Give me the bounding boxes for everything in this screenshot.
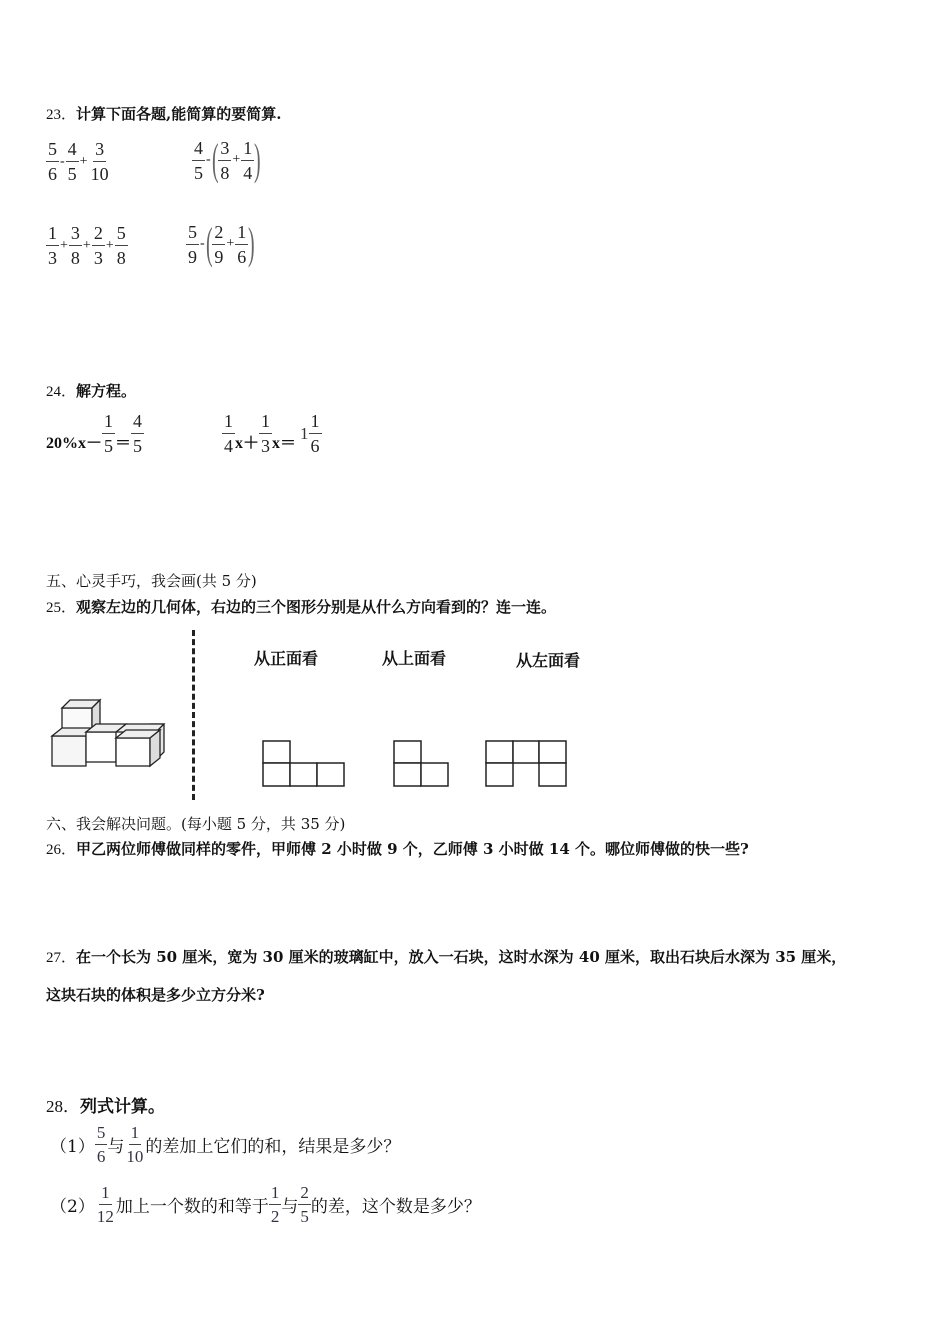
section5-title: 五、心灵手巧，我会画(共 5 分) [46, 572, 257, 590]
left-paren: ( [205, 219, 213, 268]
operator: - [200, 236, 205, 251]
section6-title: 六、我会解决问题。(每小题 5 分，共 35 分) [46, 815, 346, 833]
equation-mid: x＋ [235, 435, 260, 452]
fraction: $\frac{2}{5}$ [300, 1183, 309, 1226]
q23-text: 计算下面各题,能简算的要简算. [76, 105, 282, 123]
right-paren: ) [254, 135, 261, 184]
right-paren: ) [248, 219, 255, 268]
q24-line [46, 380, 136, 401]
view-label-front: 从正面看 [254, 649, 319, 668]
q26-line [46, 838, 749, 859]
part-text: 加上一个数的和等于 [115, 1197, 269, 1217]
operator: + [232, 152, 241, 167]
fraction: $\frac{1}{6}$ [237, 221, 247, 267]
q25-number: 25． [46, 600, 77, 616]
fraction: $\frac{2}{3}$ [93, 223, 103, 268]
dashed-divider [192, 630, 195, 800]
view-grid-2 [393, 740, 451, 788]
equation-lead: 20%x－ [46, 435, 103, 452]
fraction: $\frac{5}{6}$ [48, 139, 57, 184]
fraction: $\frac{3}{8}$ [70, 223, 80, 268]
q28-number: 28． [46, 1097, 80, 1116]
q24-equation2 [222, 412, 322, 455]
fraction: $\frac{1}{12}$ [96, 1183, 114, 1226]
q26-number: 26． [46, 842, 77, 858]
fraction: $\frac{1}{2}$ [270, 1183, 280, 1226]
q23-expr4 [186, 219, 255, 268]
fraction: $\frac{1}{4}$ [243, 137, 253, 183]
fraction: $\frac{4}{5}$ [67, 139, 77, 184]
left-paren: ( [211, 135, 219, 184]
view-grid-1 [262, 740, 346, 788]
fraction: $\frac{1}{10}$ [126, 1123, 144, 1166]
view-label-left: 从左面看 [516, 651, 581, 670]
operator: - [60, 153, 65, 169]
fraction: $\frac{1}{3}$ [48, 223, 57, 268]
q25-line [46, 596, 556, 617]
part-text: 的差加上它们的和，结果是多少？ [145, 1137, 401, 1157]
fraction: $\frac{5}{9}$ [188, 221, 197, 267]
geometric-solid-figure [46, 696, 170, 770]
operator: + [226, 236, 235, 251]
operator: + [82, 237, 91, 253]
q25-text: 观察左边的几何体，右边的三个图形分别是从什么方向看到的？连一连。 [76, 598, 557, 616]
fraction: $\frac{5}{6}$ [96, 1123, 106, 1166]
q27-line1 [46, 946, 846, 967]
q23-expr3 [46, 224, 128, 267]
equation-tail: x＝ [272, 435, 297, 452]
fraction: $\frac{3}{8}$ [220, 137, 230, 183]
q27-line2: 这块石块的体积是多少立方分米? [46, 986, 265, 1004]
part-label: （2） [50, 1197, 95, 1217]
part-text: 与 [281, 1197, 299, 1217]
part-text: 与 [107, 1137, 125, 1157]
q24-text: 解方程。 [76, 382, 137, 400]
part-label: （1） [50, 1137, 95, 1157]
operator: + [105, 237, 114, 253]
fraction: $\frac{2}{9}$ [214, 221, 224, 267]
fraction: $\frac{5}{8}$ [116, 223, 126, 268]
q27-number: 27． [46, 950, 77, 966]
q27-text-line1: 在一个长为 50 厘米，宽为 30 厘米的玻璃缸中，放入一石块，这时水深为 40 厘米，取出石块后水深为 35 厘米， [76, 948, 847, 966]
q26-text: 甲乙两位师傅做同样的零件，甲师傅 2 小时做 9 个，乙师傅 3 小时做 14 个。哪位师傅做的快一些? [76, 840, 749, 858]
q23-expr1 [46, 140, 111, 183]
fraction: $\frac{4}{5}$ [194, 137, 203, 183]
fraction: $\frac{1}{5}$ [104, 411, 114, 456]
q23-expr2 [192, 135, 261, 184]
fraction: $\frac{1}{4}$ [224, 411, 233, 456]
q28-text: 列式计算。 [80, 1097, 165, 1117]
fraction: $\frac{1}{6}$ [310, 411, 320, 456]
part-text: 的差，这个数是多少？ [310, 1197, 481, 1217]
q28-part1 [50, 1124, 400, 1165]
q23-number: 23． [46, 107, 77, 123]
fraction: $\frac{4}{5}$ [133, 411, 143, 456]
view-label-top: 从上面看 [382, 649, 447, 668]
fraction: $\frac{3}{10}$ [90, 139, 109, 184]
operator: - [206, 152, 211, 167]
fraction: $\frac{1}{3}$ [261, 411, 271, 456]
q28-line [46, 1092, 165, 1117]
equals-sign: ＝ [115, 435, 132, 452]
operator: + [79, 153, 88, 169]
q24-number: 24． [46, 384, 77, 400]
q24-equation1 [46, 412, 144, 455]
mixed-whole: 1 [300, 423, 309, 443]
q28-part2 [50, 1184, 481, 1225]
q23-line [46, 103, 281, 124]
operator: + [60, 237, 68, 253]
view-grid-3 [485, 740, 569, 788]
